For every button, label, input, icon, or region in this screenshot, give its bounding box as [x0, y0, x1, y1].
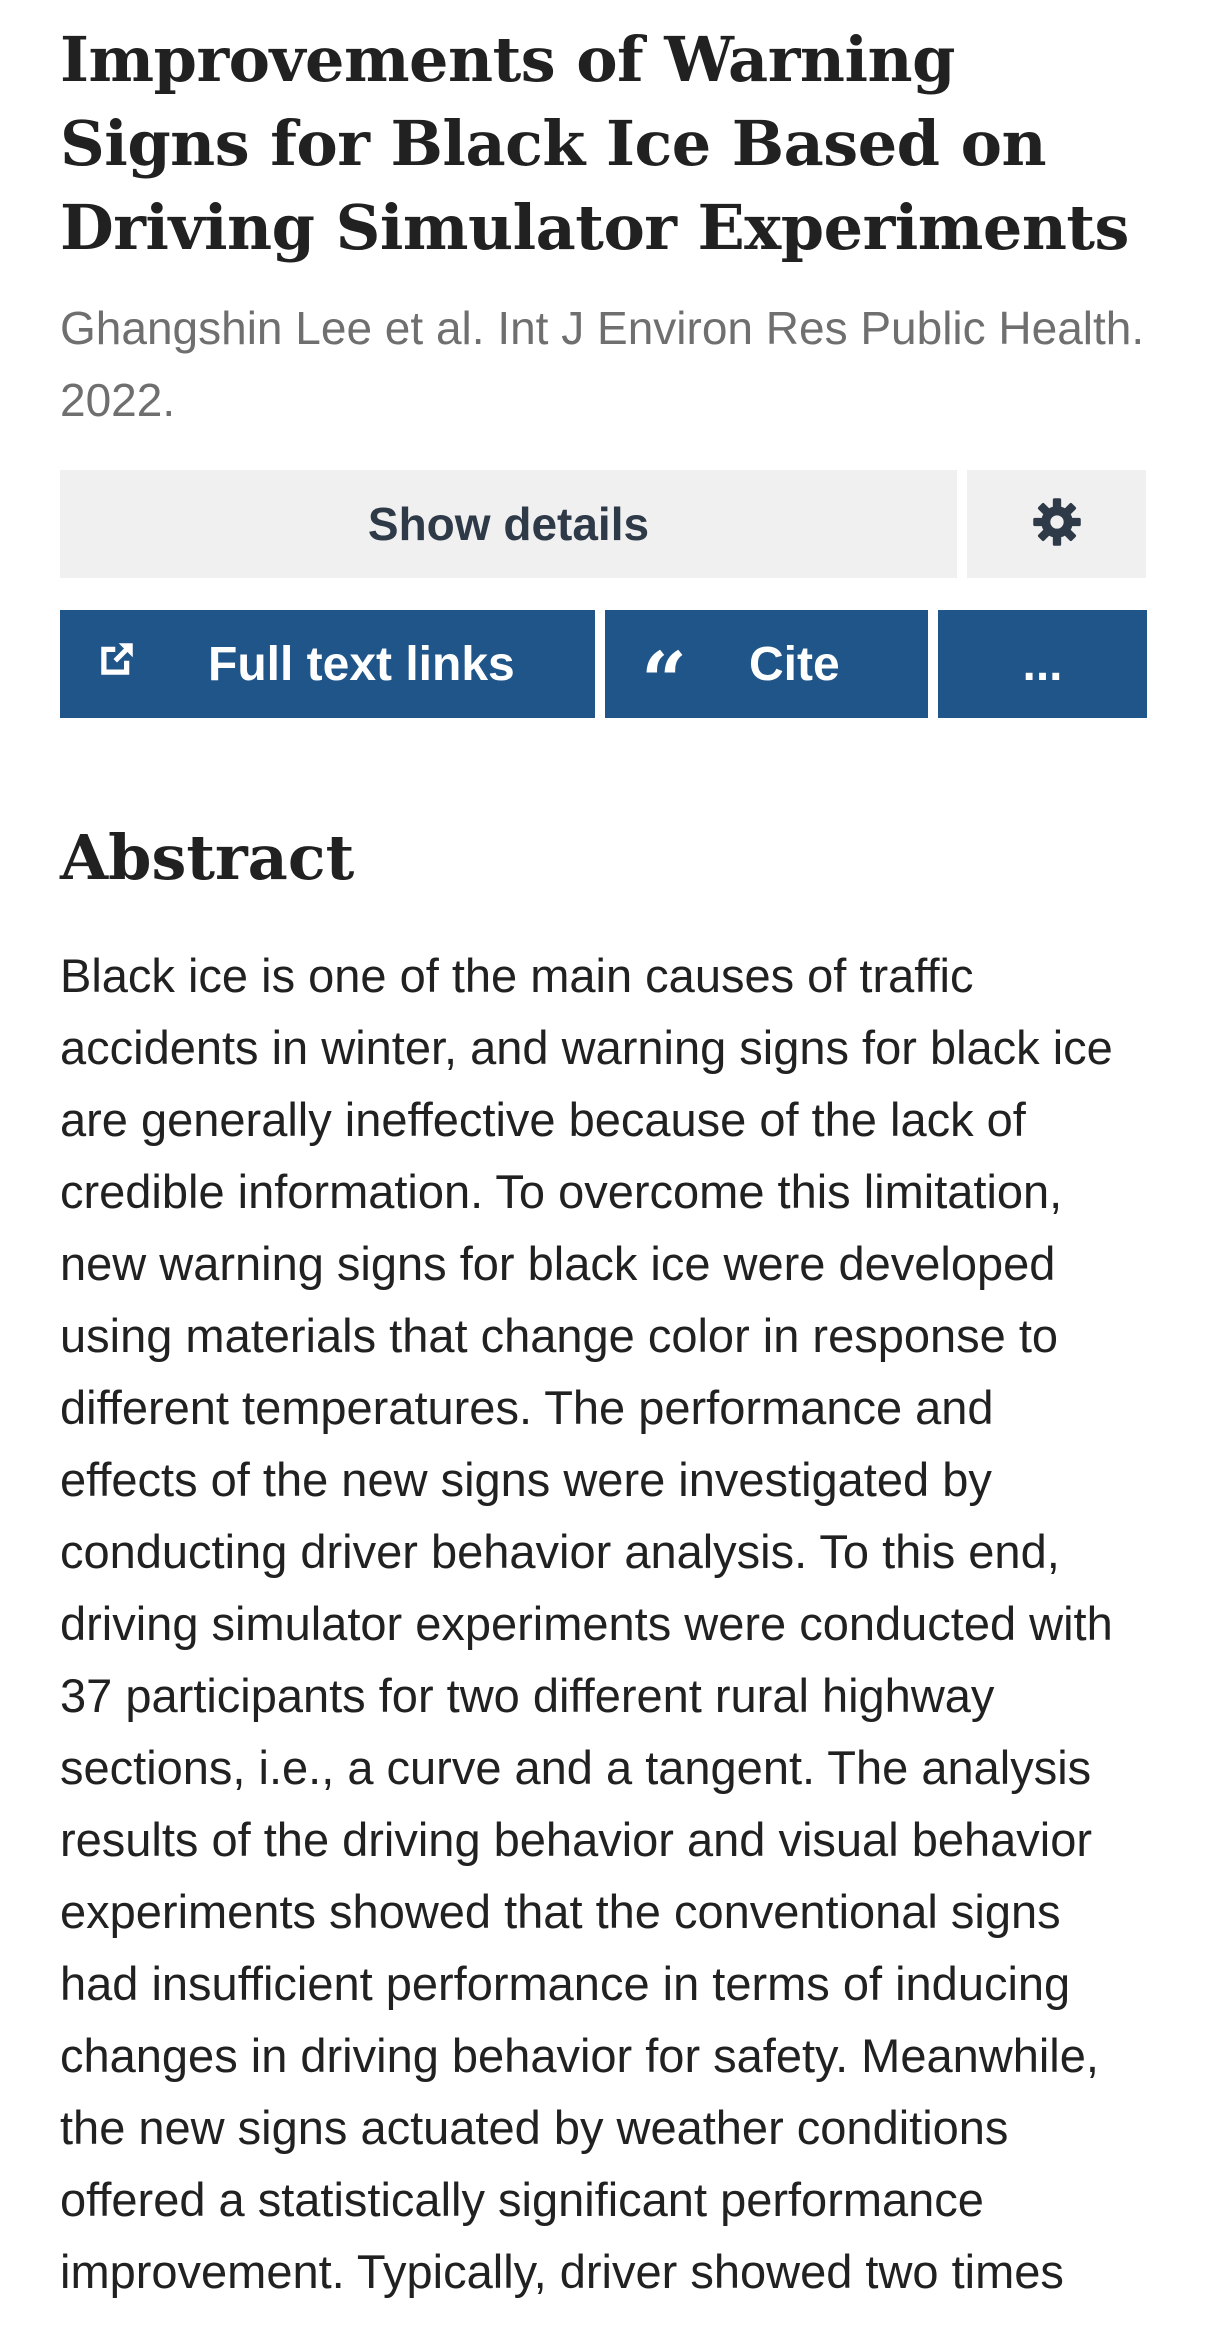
external-link-icon: [96, 637, 138, 692]
show-details-button[interactable]: [60, 470, 957, 578]
abstract-text: Black ice is one of the main causes of traffic accidents in winter, and warning signs for black ice are generally ineffective because of the lack of credible information. To overcome this limitation, new warning signs for black ice were developed using materials that change color in response to different temperatures. The performance and effects of the new signs were investigated by conducting driver behavior analysis. To this end, driving simulator experiments were conducted with 37 participants for two different rural highway sections, i.e., a curve and a tangent. The analysis results of the driving behavior and visual behavior experiments showed that the conventional signs had insufficient performance in terms of inducing changes in driving behavior for safety. Meanwhile, the new signs actuated by weather conditions offered a statistically significant performance improvement. Typically, driver showed two times: [60, 949, 1113, 2298]
display-settings-button[interactable]: [967, 470, 1146, 578]
more-actions-label: ...: [1022, 637, 1063, 691]
cite-button[interactable]: [605, 610, 928, 728]
article-citation: Ghangshin Lee et al. Int J Environ Res Public Health. 2022.: [60, 302, 1145, 426]
quote-icon: “: [641, 634, 688, 728]
gear-icon: [1032, 497, 1082, 552]
article-page: [60, 0, 1146, 2308]
full-text-links-label: Full text links: [208, 637, 515, 691]
full-text-links-button[interactable]: [60, 610, 595, 718]
abstract-heading: Abstract: [60, 821, 355, 894]
article-title: Improvements of Warning Signs for Black Ice Based on Driving Simulator Experiments: [60, 23, 1129, 264]
cite-label: Cite: [749, 637, 840, 691]
actions-row: [60, 610, 1146, 728]
show-details-label: Show details: [367, 498, 650, 550]
more-actions-button[interactable]: [938, 610, 1147, 718]
details-row: [60, 470, 1146, 578]
